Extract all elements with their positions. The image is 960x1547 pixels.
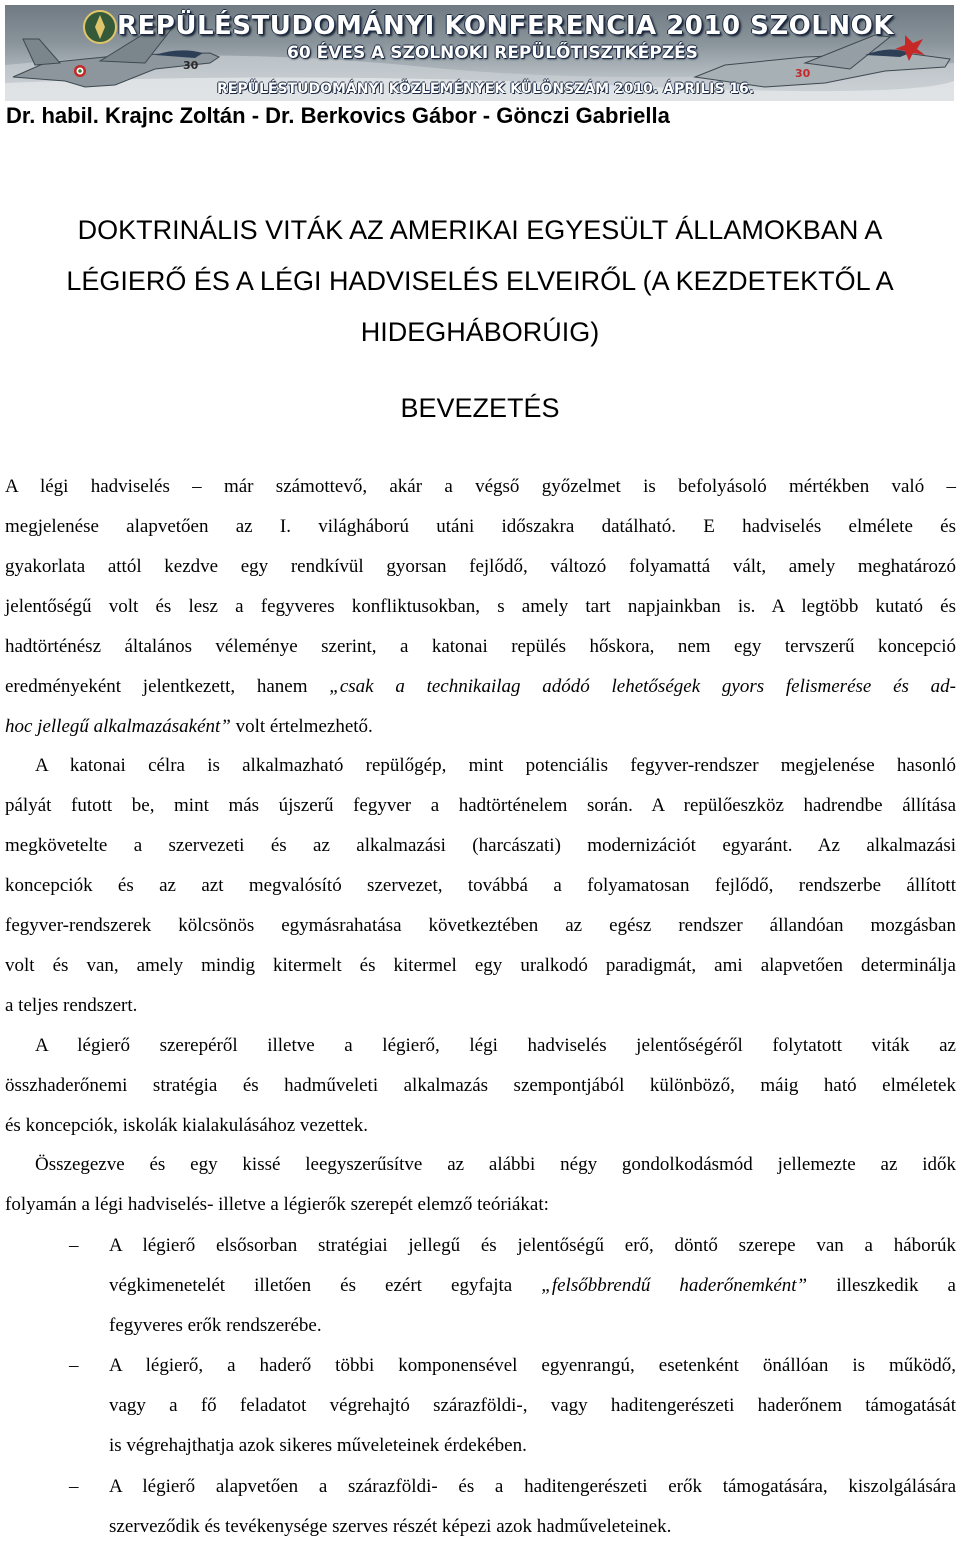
list-line: vagy a fő feladatot végrehajtó szárazföldi-, vagy haditengerészeti haderőnem támogatását — [109, 1395, 956, 1416]
paragraph-line: gyakorlata attól kezdve egy rendkívül gyorsan fejlődő, változó folyamattá vált, amely meghatározó — [5, 556, 956, 577]
paragraph-line: Összegezve és egy kissé leegyszerűsítve az alábbi négy gondolkodásmód jellemezte az idők — [35, 1154, 956, 1175]
emblem-icon — [84, 11, 116, 43]
paragraph-line: fegyver-rendszerek kölcsönös egymásrahatása következtében az egész rendszer állandóan mozgásban — [5, 915, 956, 936]
banner-title: REPÜLÉSTUDOMÁNYI KONFERENCIA 2010 SZOLNOK — [117, 11, 894, 41]
banner-subtitle: 60 ÉVES A SZOLNOKI REPÜLŐTISZTKÉPZÉS — [287, 43, 698, 63]
paragraph-line: folyamán a légi hadviselés- illetve a légierők szerepét elemző teóriákat: — [5, 1194, 549, 1215]
list-line: A légierő elsősorban stratégiai jellegű és jelentőségű erő, döntő szerepe van a háborúk — [109, 1235, 956, 1256]
svg-text:30: 30 — [183, 59, 199, 72]
conference-banner — [5, 5, 954, 101]
list-line: fegyveres erők rendszerébe. — [109, 1315, 322, 1336]
paragraph-line: megjelenése alapvetően az I. világháború utáni időszakra datálható. E hadviselés elmélete és — [5, 516, 956, 537]
paragraph-line: koncepciók és az azt megvalósító szervezet, továbbá a folyamatosan fejlődő, rendszerbe állított — [5, 875, 956, 896]
paragraph-line: A légierő szerepéről illetve a légierő, légi hadviselés jelentőségéről folytatott viták az — [35, 1035, 956, 1056]
paragraph-line: összhaderőnemi stratégia és hadműveleti alkalmazás szempontjából különböző, máig ható elméletek — [5, 1075, 956, 1096]
paragraph-line: a teljes rendszert. — [5, 995, 138, 1016]
paper-title — [0, 205, 960, 358]
paragraph-line: pályát futott be, mint más újszerű fegyver a hadtörténelem során. A repülőeszköz hadrendbe állítása — [5, 795, 956, 816]
text-run: végkimenetelét illetően és ezért egyfajta — [109, 1275, 542, 1296]
paragraph-line: A katonai célra is alkalmazható repülőgép, mint potenciális fegyver-rendszer megjelenése hasonló — [35, 755, 956, 776]
text-run: volt értelmezhető. — [230, 716, 373, 737]
dash-bullet: – — [69, 1235, 79, 1256]
paragraph-3 — [5, 1026, 956, 1146]
list-item-text — [109, 1467, 956, 1547]
paragraph-2 — [5, 746, 956, 1026]
list-line — [109, 1266, 956, 1306]
paragraph-line — [5, 667, 956, 707]
paragraph-1 — [5, 467, 956, 747]
quoted-italic-text: hoc jellegű alkalmazásaként” — [5, 716, 231, 737]
paragraph-line: megkövetelte a szervezeti és az alkalmazási (harcászati) modernizációt egyaránt. Az alkalmazási — [5, 835, 956, 856]
list-item-text — [109, 1346, 956, 1466]
paragraph-4 — [5, 1145, 956, 1225]
list-item-text — [109, 1226, 956, 1346]
text-run: illeszkedik a — [807, 1275, 956, 1296]
section-heading-bevezetes: BEVEZETÉS — [400, 393, 560, 423]
dash-bullet: – — [69, 1355, 79, 1376]
paragraph-line: és koncepciók, iskolák kialakulásához vezettek. — [5, 1115, 368, 1136]
paragraph-line: hadtörténész általános véleménye szerint, a katonai repülés hőskora, nem egy tervszerű koncepció — [5, 636, 956, 657]
list-line: szerveződik és tevékenysége szerves részét képezi azok hadműveleteinek. — [109, 1516, 672, 1537]
paragraph-line: A légi hadviselés – már számottevő, akár a végső győzelmet is befolyásoló mértékben való – — [5, 476, 956, 497]
title-line-3: HIDEGHÁBORÚIG) — [360, 317, 600, 347]
list-line: A légierő, a haderő többi komponensével egyenrangú, esetenként önállóan is működő, — [109, 1355, 956, 1376]
paragraph-line: jelentőségű volt és lesz a fegyveres konfliktusokban, s amely tart napjainkban is. A legtöbb kutató és — [5, 596, 956, 617]
svg-text:30: 30 — [795, 67, 811, 80]
quoted-italic-text: „csak a technikailag adódó lehetőségek gyors felismerése és ad- — [329, 676, 956, 697]
dash-bullet: – — [69, 1476, 79, 1497]
quoted-italic-text: „felsőbbrendű haderőnemként” — [541, 1275, 808, 1296]
title-line-1: DOKTRINÁLIS VITÁK AZ AMERIKAI EGYESÜLT ÁLLAMOKBAN A — [77, 215, 883, 245]
text-run: eredményeként jelentkezett, hanem — [5, 676, 330, 697]
authors-line: Dr. habil. Krajnc Zoltán - Dr. Berkovics Gábor - Gönczi Gabriella — [6, 103, 670, 128]
banner-issue-line: REPÜLÉSTUDOMÁNYI KÖZLEMÉNYEK KÜLÖNSZÁM 2010. ÁPRILIS 16. — [217, 81, 755, 97]
list-line: is végrehajthatja azok sikeres műveleteinek érdekében. — [109, 1435, 527, 1456]
list-line: A légierő alapvetően a szárazföldi- és a haditengerészeti erők támogatására, kiszolgálására — [109, 1476, 956, 1497]
paragraph-line — [5, 707, 956, 747]
title-line-2: LÉGIERŐ ÉS A LÉGI HADVISELÉS ELVEIRŐL (A KEZDETEKTŐL A — [66, 266, 894, 296]
paragraph-line: volt és van, amely mindig kitermelt és kitermel egy uralkodó paradigmát, ami alapvetően determinálja — [5, 955, 956, 976]
